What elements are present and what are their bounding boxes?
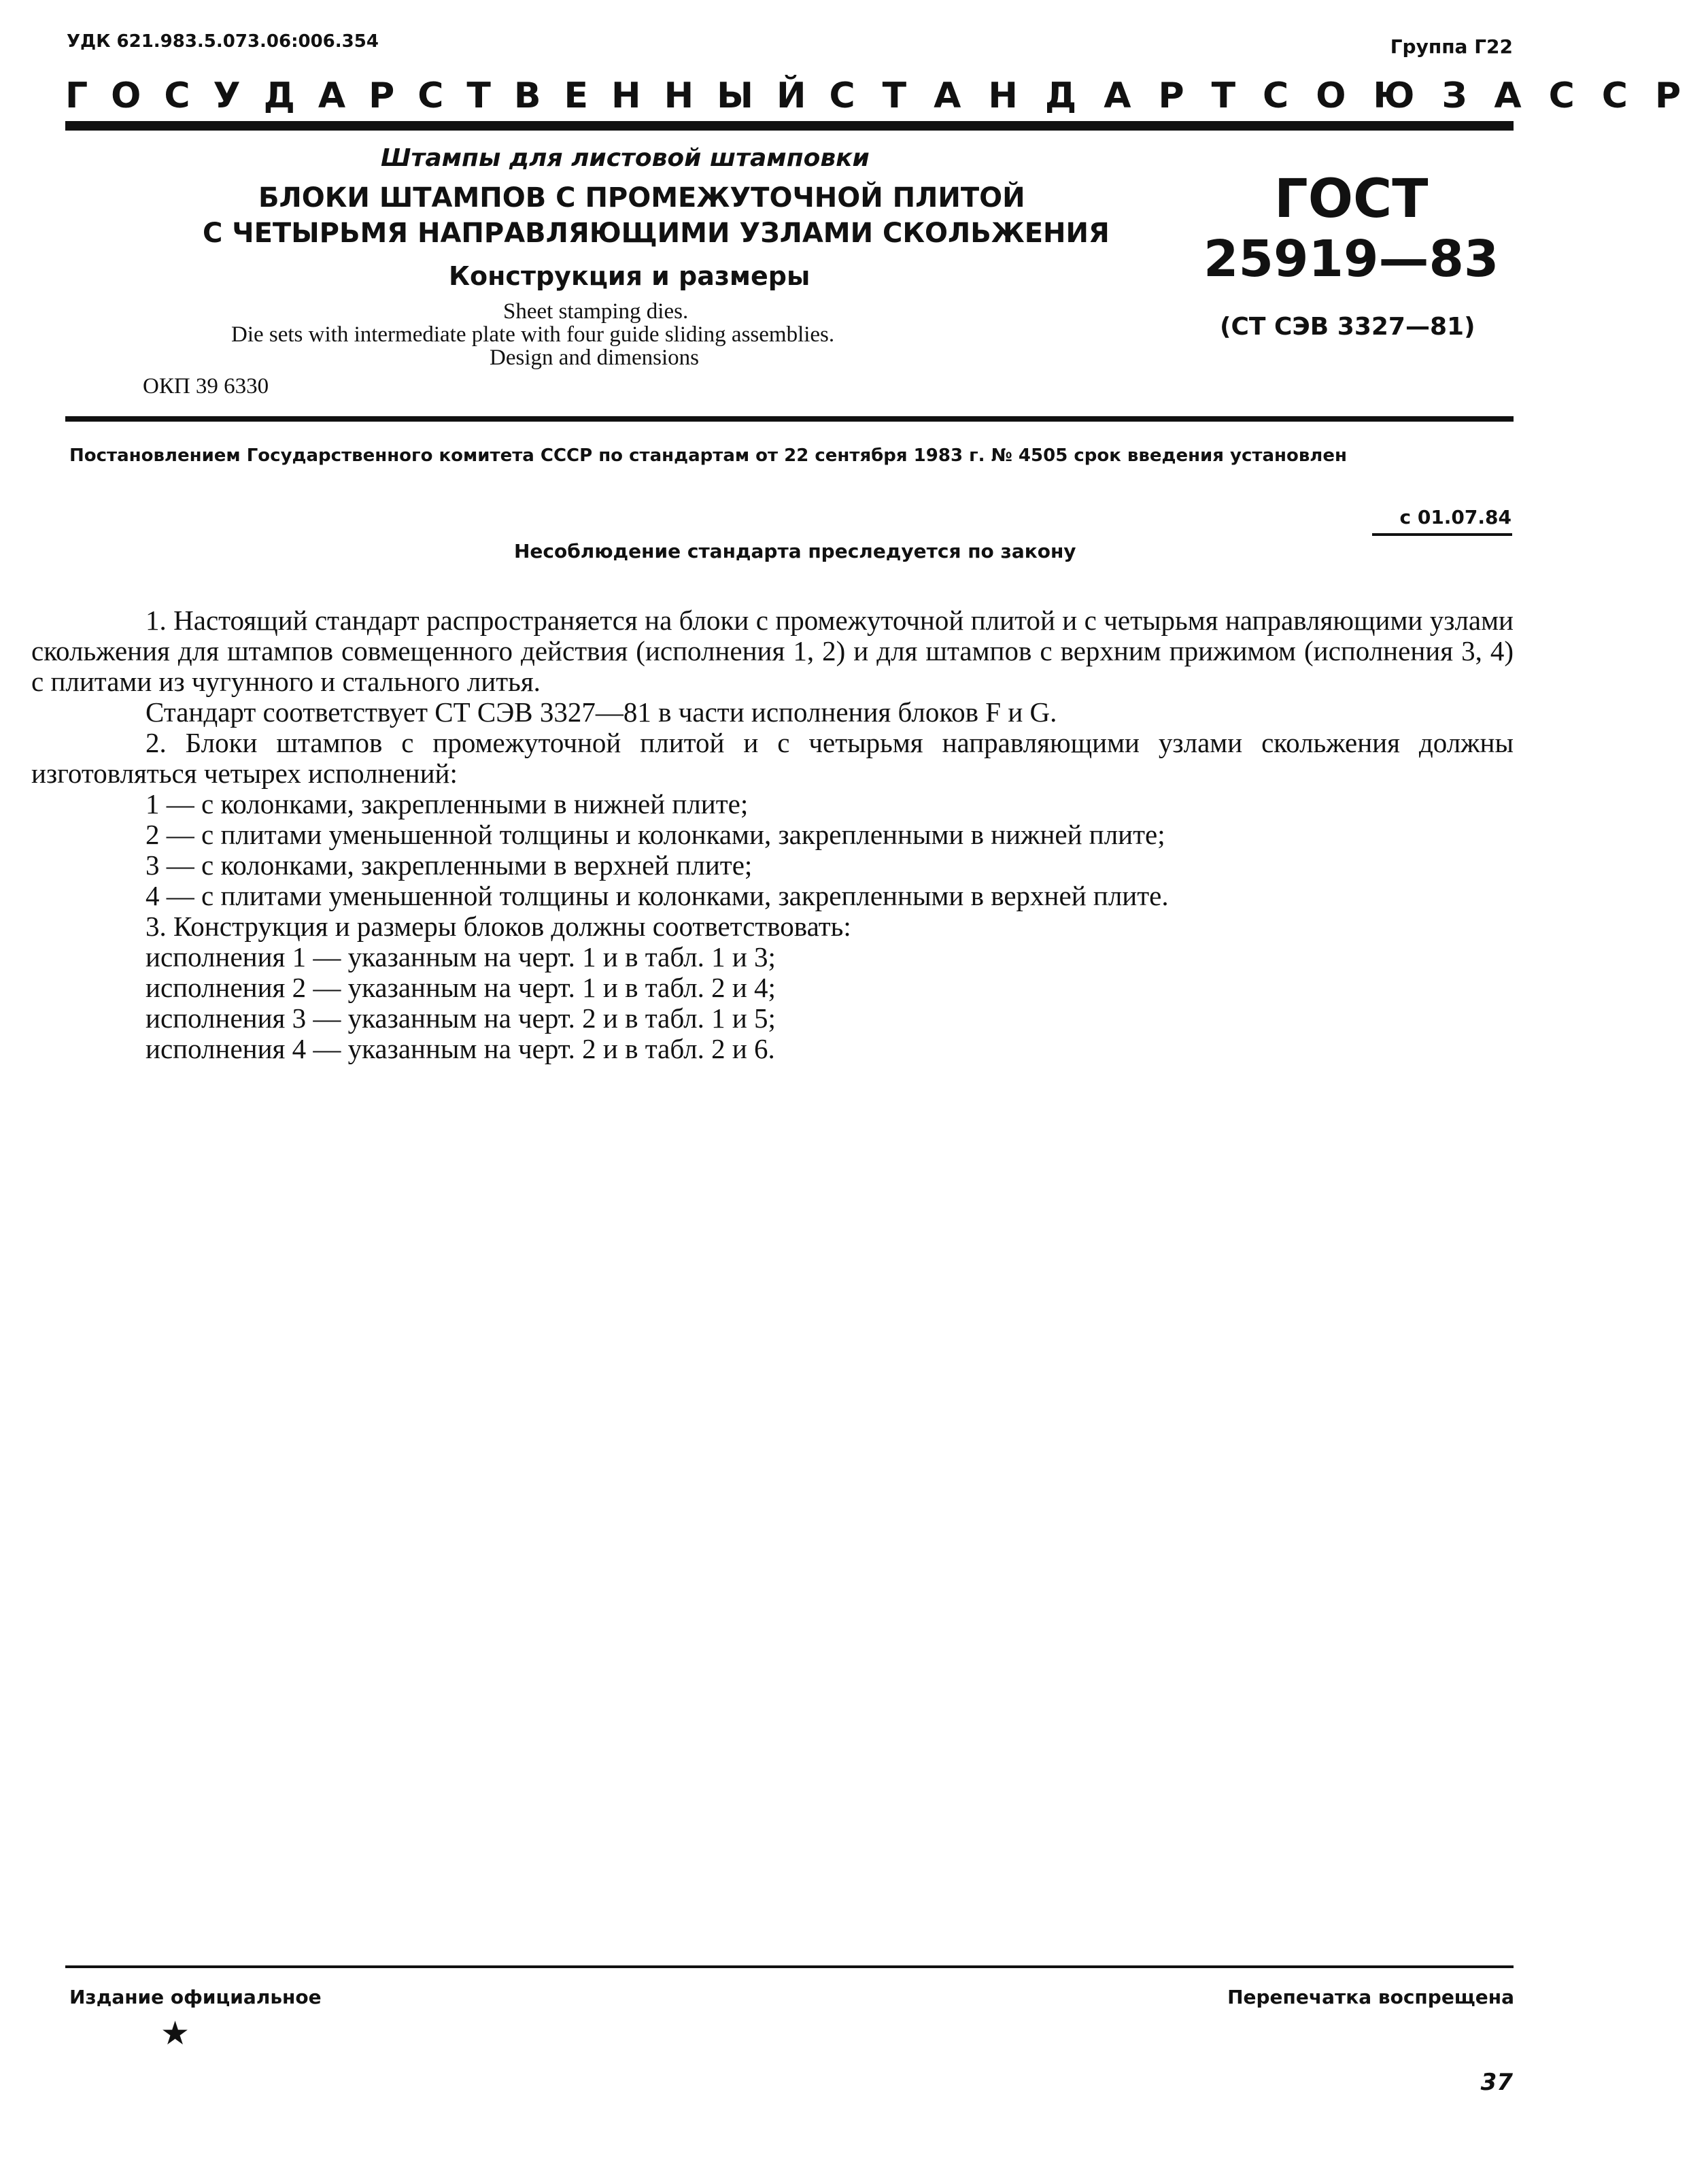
- title-block-rule: [65, 416, 1514, 422]
- list-item: 1 — с колонками, закрепленными в нижней плите;: [146, 788, 749, 819]
- page-number: 37: [1480, 2069, 1513, 2096]
- paragraph: Стандарт соответствует СТ СЭВ 3327—81 в части исполнения блоков F и G.: [146, 696, 1057, 728]
- english-title-line-2: Die sets with intermediate plate with four guide sliding assemblies.: [231, 322, 835, 347]
- list-item: исполнения 1 — указанным на черт. 1 и в табл. 1 и 3;: [146, 941, 776, 973]
- subtitle: Конструкция и размеры: [449, 261, 810, 291]
- group-code: Группа Г22: [1390, 35, 1513, 58]
- star-icon: ★: [160, 2014, 190, 2052]
- header-rule: [65, 121, 1514, 131]
- official-edition-label: Издание официальное: [69, 1986, 322, 2008]
- banner-word: ГОСУДАРСТВЕННЫЙ: [65, 75, 830, 116]
- banner-word: СОЮЗА: [1263, 75, 1549, 116]
- decree-text: Постановлением Государственного комитета СССР по стандартам от 22 сентября 1983 г. № 4505 срок введения установлен: [69, 445, 1347, 466]
- effective-date-rule: [1372, 533, 1512, 536]
- banner-word: ССР: [1548, 75, 1708, 116]
- list-item: исполнения 3 — указанным на черт. 2 и в табл. 1 и 5;: [146, 1002, 776, 1034]
- list-item: 3 — с колонками, закрепленными в верхней плите;: [146, 849, 753, 881]
- paragraph: 3. Конструкция и размеры блоков должны соответствовать:: [146, 911, 851, 942]
- english-title-line-1: Sheet stamping dies.: [503, 299, 689, 324]
- gost-number: 25919—83: [1203, 230, 1499, 288]
- list-item: исполнения 4 — указанным на черт. 2 и в табл. 2 и 6.: [146, 1033, 775, 1064]
- list-item: исполнения 2 — указанным на черт. 1 и в табл. 2 и 4;: [146, 972, 776, 1003]
- gost-label: ГОСТ: [1274, 169, 1429, 230]
- reprint-prohibited-label: Перепечатка воспрещена: [1227, 1986, 1514, 2008]
- title-line-1: БЛОКИ ШТАМПОВ С ПРОМЕЖУТОЧНОЙ ПЛИТОЙ: [258, 182, 1025, 214]
- okp-code: ОКП 39 6330: [143, 374, 269, 399]
- list-item: 2 — с плитами уменьшенной толщины и колонками, закрепленными в нижней плите;: [146, 819, 1165, 850]
- paragraph: 2. Блоки штампов с промежуточной плитой и с четырьмя направляющими узлами скольжения должны изготовляться четырех исполнений:: [31, 727, 1514, 789]
- effective-date: с 01.07.84: [1399, 506, 1511, 528]
- legal-notice: Несоблюдение стандарта преследуется по закону: [514, 540, 1076, 562]
- footer-rule: [65, 1965, 1514, 1968]
- subject-line: Штампы для листовой штамповки: [381, 144, 870, 172]
- body-text: [31, 605, 1514, 1064]
- state-standard-banner: [65, 72, 1708, 120]
- st-sev-reference: (СТ СЭВ 3327—81): [1220, 313, 1475, 341]
- paragraph: 1. Настоящий стандарт распространяется на блоки с промежуточной плитой и с четырьмя направляющими узлами скольжения для штампов совмещенного действия (исполнения 1, 2) и для штампов с верхним прижимом (исполнения 3, 4) с плитами из чугунного и стального литья.: [31, 605, 1514, 697]
- list-item: 4 — с плитами уменьшенной толщины и колонками, закрепленными в верхней плите.: [146, 880, 1169, 911]
- english-title-line-3: Design and dimensions: [490, 345, 699, 370]
- title-line-2: С ЧЕТЫРЬМЯ НАПРАВЛЯЮЩИМИ УЗЛАМИ СКОЛЬЖЕНИЯ: [203, 218, 1110, 249]
- banner-word: СТАНДАРТ: [829, 75, 1263, 116]
- udk-code: УДК 621.983.5.073.06:006.354: [67, 31, 379, 52]
